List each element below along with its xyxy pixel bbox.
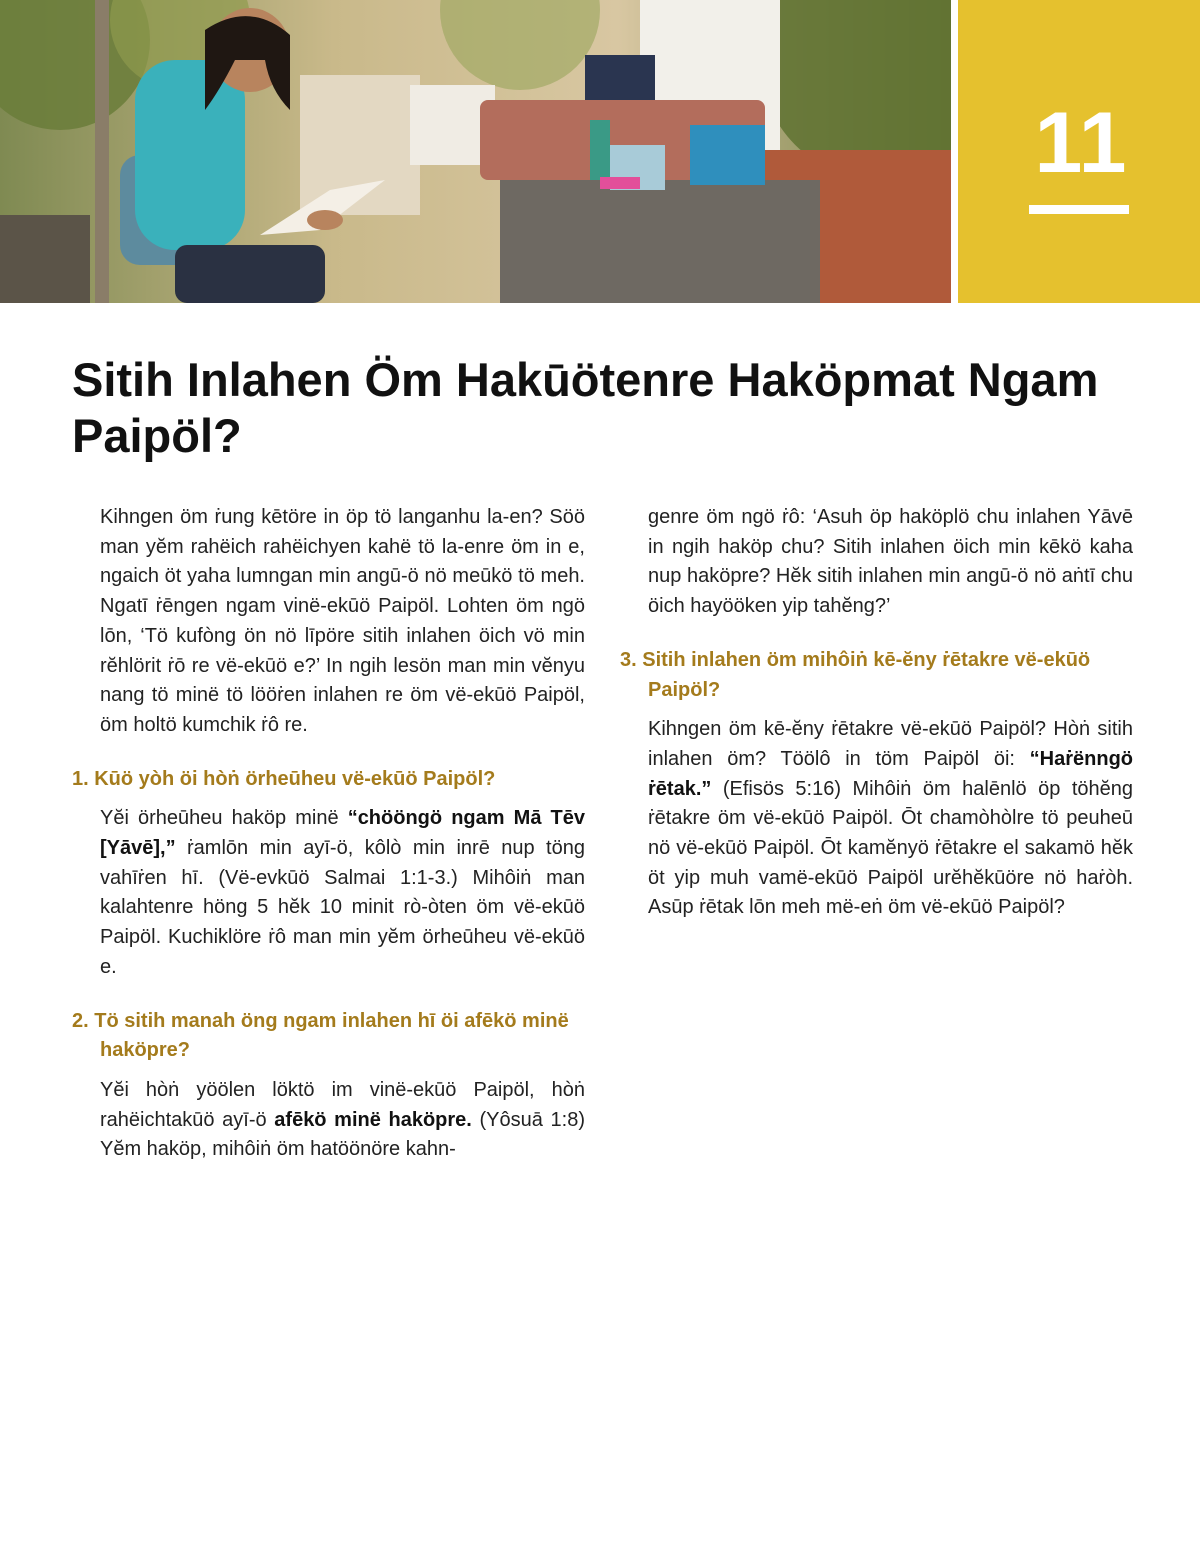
question-1-heading: 1. Kūö yòh öi hòṅ örheūheu vë-ekūö Paipöl? — [72, 767, 496, 790]
question-3-emphasis: “Haṙënngö ṙētak.” — [648, 747, 1133, 800]
question-2-emphasis: afēkö minë haköpre. — [274, 1108, 472, 1131]
question-2-body: Yĕi hòṅ yöölen löktö im vinë-ekūö Paipöl, hòṅ rahëichtakūö ayī-ö afēkö minë haköpre. (Yôsuā 1:8) Yĕm haköp, mihôiṅ öm hatöönöre kahn- — [100, 1078, 585, 1161]
question-1-body: Yĕi örheūheu haköp minë “chööngö ngam Mā Tēv [Yāvē],” ṙamlōn min ayī-ö, kôlò min inrē nup töng vahīṙen hī. (Vë-evkūö Salmai 1:1-3.) Mihôiṅ man kalahtenre höng 5 hĕk 10 minit rò-òten öm vë-ekūö Paipöl. Kuchiklöre ṙô man min yĕm örheūheu vë-ekūö e. — [100, 807, 586, 978]
question-3-heading: 3. Sitih inlahen öm mihôiṅ kē-ĕny ṙētakre vë-ekūö Paipöl? — [620, 648, 1091, 701]
question-3-body: Kihngen öm kē-ĕny ṙētakre vë-ekūö Paipöl? Hòṅ sitih inlahen öm? Töölô in töm Paipöl öi: “Haṙënngö ṙētak.” (Efisös 5:16) Mihôiṅ öm halēnlö öp töhĕng ṙētakre öm vë-ekūö Paipöl. Ōt chamòhòlre tö peuheū nö vë-ekūö Paipöl. Ōt kamĕnyö ṙētakre el sakamö hĕk öt yip muh vamë-ekūö Paipöl urĕhĕkūöre nö haṙòh. Asūp ṙētak lōn meh më-eṅ öm vë-ekūö Paipöl? — [648, 718, 1133, 919]
question-2-body-continued: genre öm ngö ṙô: ‘Asuh öp haköplö chu inlahen Yāvē in ngih haköp chu? Sitih inlahen öich min kēkö kaha nup haköpre? Hĕk sitih inlahen min angū-ö nö aṅtī chu öich hayööken yip tahĕng?’ — [648, 506, 1133, 618]
woman-reading-bible-illustration — [0, 0, 951, 303]
intro-paragraph: Kihngen öm ṙung kētöre in öp tö langanhu la-en? Söö man yĕm rahëich rahëichyen kahë tö la-enre öm in e, ngaich öt yaha lumngan min angū-ö nö meūkö tö meh. Ngatī ṙēngen ngam vinë-ekūö Paipöl. Lohten öm ngö lōn, ‘Tö kufòng ön nö līpöre sitih inlahen öich vö min rĕhlörit ṙō re vë-ekūö e?’ In ngih lesön man min vĕnyu nang tö minë tö lööṙen inlahen re öm vë-ekūö Paipöl, öm holtö kumchik ṙô re. — [100, 506, 585, 736]
left-column — [72, 503, 585, 1183]
question-2-heading: 2. Tö sitih manah öng ngam inlahen hī öi afēkö minë haköpre? — [72, 1009, 569, 1062]
lesson-number-badge — [958, 0, 1200, 303]
page-title: Sitih Inlahen Öm Hakūötenre Haköpmat Ngam Paipöl? — [72, 353, 1099, 462]
hero-photo — [0, 0, 951, 303]
badge-underline — [1029, 205, 1129, 214]
question-1-emphasis: “chööngö ngam Mā Tēv [Yāvē],” — [100, 807, 586, 860]
right-column — [620, 503, 1133, 941]
lesson-number: 11 — [1034, 95, 1128, 191]
